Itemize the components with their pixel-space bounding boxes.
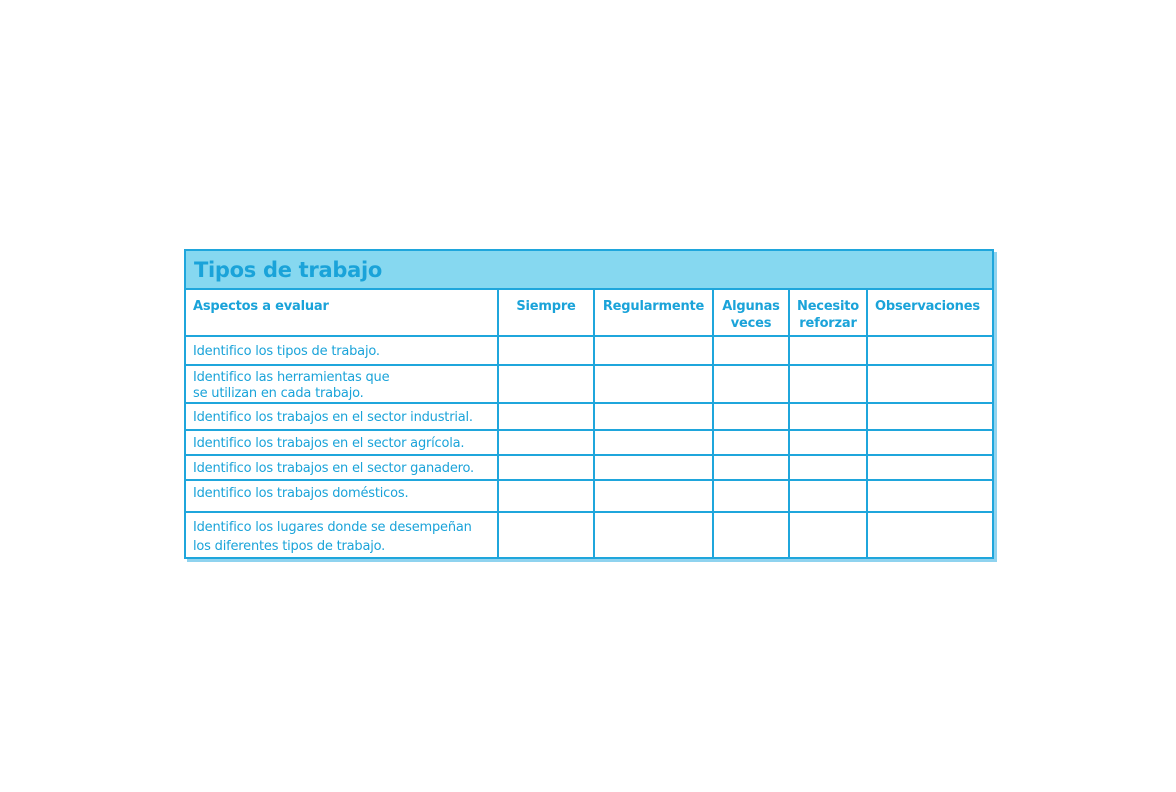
title-bar (186, 251, 992, 290)
observations-cell[interactable] (867, 336, 992, 365)
sometimes-cell[interactable] (713, 480, 789, 512)
observations-cell[interactable] (867, 512, 992, 557)
sometimes-cell[interactable] (713, 365, 789, 403)
sometimes-cell[interactable] (713, 512, 789, 557)
aspect-text: Identifico los trabajos en el sector agrícola. (193, 436, 465, 451)
header-aspects: Aspectos a evaluar (186, 290, 498, 336)
sometimes-cell[interactable] (713, 403, 789, 430)
regularly-cell[interactable] (594, 480, 713, 512)
aspect-cell (186, 365, 498, 403)
table-row (186, 365, 992, 403)
header-reinforce: Necesito reforzar (789, 290, 867, 336)
observations-cell[interactable] (867, 455, 992, 480)
evaluation-card (184, 249, 994, 559)
regularly-cell[interactable] (594, 512, 713, 557)
table-row (186, 455, 992, 480)
table-row (186, 336, 992, 365)
header-always: Siempre (498, 290, 594, 336)
aspect-cell (186, 455, 498, 480)
table-row (186, 430, 992, 455)
reinforce-cell[interactable] (789, 455, 867, 480)
aspect-text: Identifico los trabajos en el sector industrial. (193, 410, 473, 425)
always-cell[interactable] (498, 336, 594, 365)
reinforce-cell[interactable] (789, 512, 867, 557)
aspect-text: Identifico los trabajos domésticos. (193, 486, 409, 501)
observations-cell[interactable] (867, 365, 992, 403)
aspect-text: Identifico los lugares donde se desempeñan los diferentes tipos de trabajo. (193, 519, 472, 554)
observations-cell[interactable] (867, 480, 992, 512)
header-observations: Observaciones (867, 290, 992, 336)
always-cell[interactable] (498, 403, 594, 430)
aspect-cell (186, 480, 498, 512)
aspect-cell (186, 512, 498, 557)
always-cell[interactable] (498, 512, 594, 557)
sometimes-cell[interactable] (713, 430, 789, 455)
reinforce-cell[interactable] (789, 403, 867, 430)
aspect-cell (186, 336, 498, 365)
observations-cell[interactable] (867, 430, 992, 455)
table-row (186, 512, 992, 557)
reinforce-cell[interactable] (789, 480, 867, 512)
aspect-text: Identifico los tipos de trabajo. (193, 344, 380, 359)
reinforce-cell[interactable] (789, 336, 867, 365)
regularly-cell[interactable] (594, 430, 713, 455)
regularly-cell[interactable] (594, 403, 713, 430)
observations-cell[interactable] (867, 403, 992, 430)
sometimes-cell[interactable] (713, 336, 789, 365)
reinforce-cell[interactable] (789, 430, 867, 455)
always-cell[interactable] (498, 455, 594, 480)
always-cell[interactable] (498, 480, 594, 512)
page-title: Tipos de trabajo (194, 257, 382, 282)
always-cell[interactable] (498, 430, 594, 455)
header-row (186, 290, 992, 336)
table-row (186, 480, 992, 512)
always-cell[interactable] (498, 365, 594, 403)
evaluation-table (186, 290, 992, 557)
regularly-cell[interactable] (594, 365, 713, 403)
regularly-cell[interactable] (594, 455, 713, 480)
sometimes-cell[interactable] (713, 455, 789, 480)
header-regularly: Regularmente (594, 290, 713, 336)
aspect-text: Identifico los trabajos en el sector ganadero. (193, 461, 474, 476)
regularly-cell[interactable] (594, 336, 713, 365)
reinforce-cell[interactable] (789, 365, 867, 403)
aspect-cell (186, 430, 498, 455)
table-row (186, 403, 992, 430)
aspect-text: Identifico las herramientas que se utilizan en cada trabajo. (193, 369, 390, 401)
header-sometimes: Algunas veces (713, 290, 789, 336)
aspect-cell (186, 403, 498, 430)
